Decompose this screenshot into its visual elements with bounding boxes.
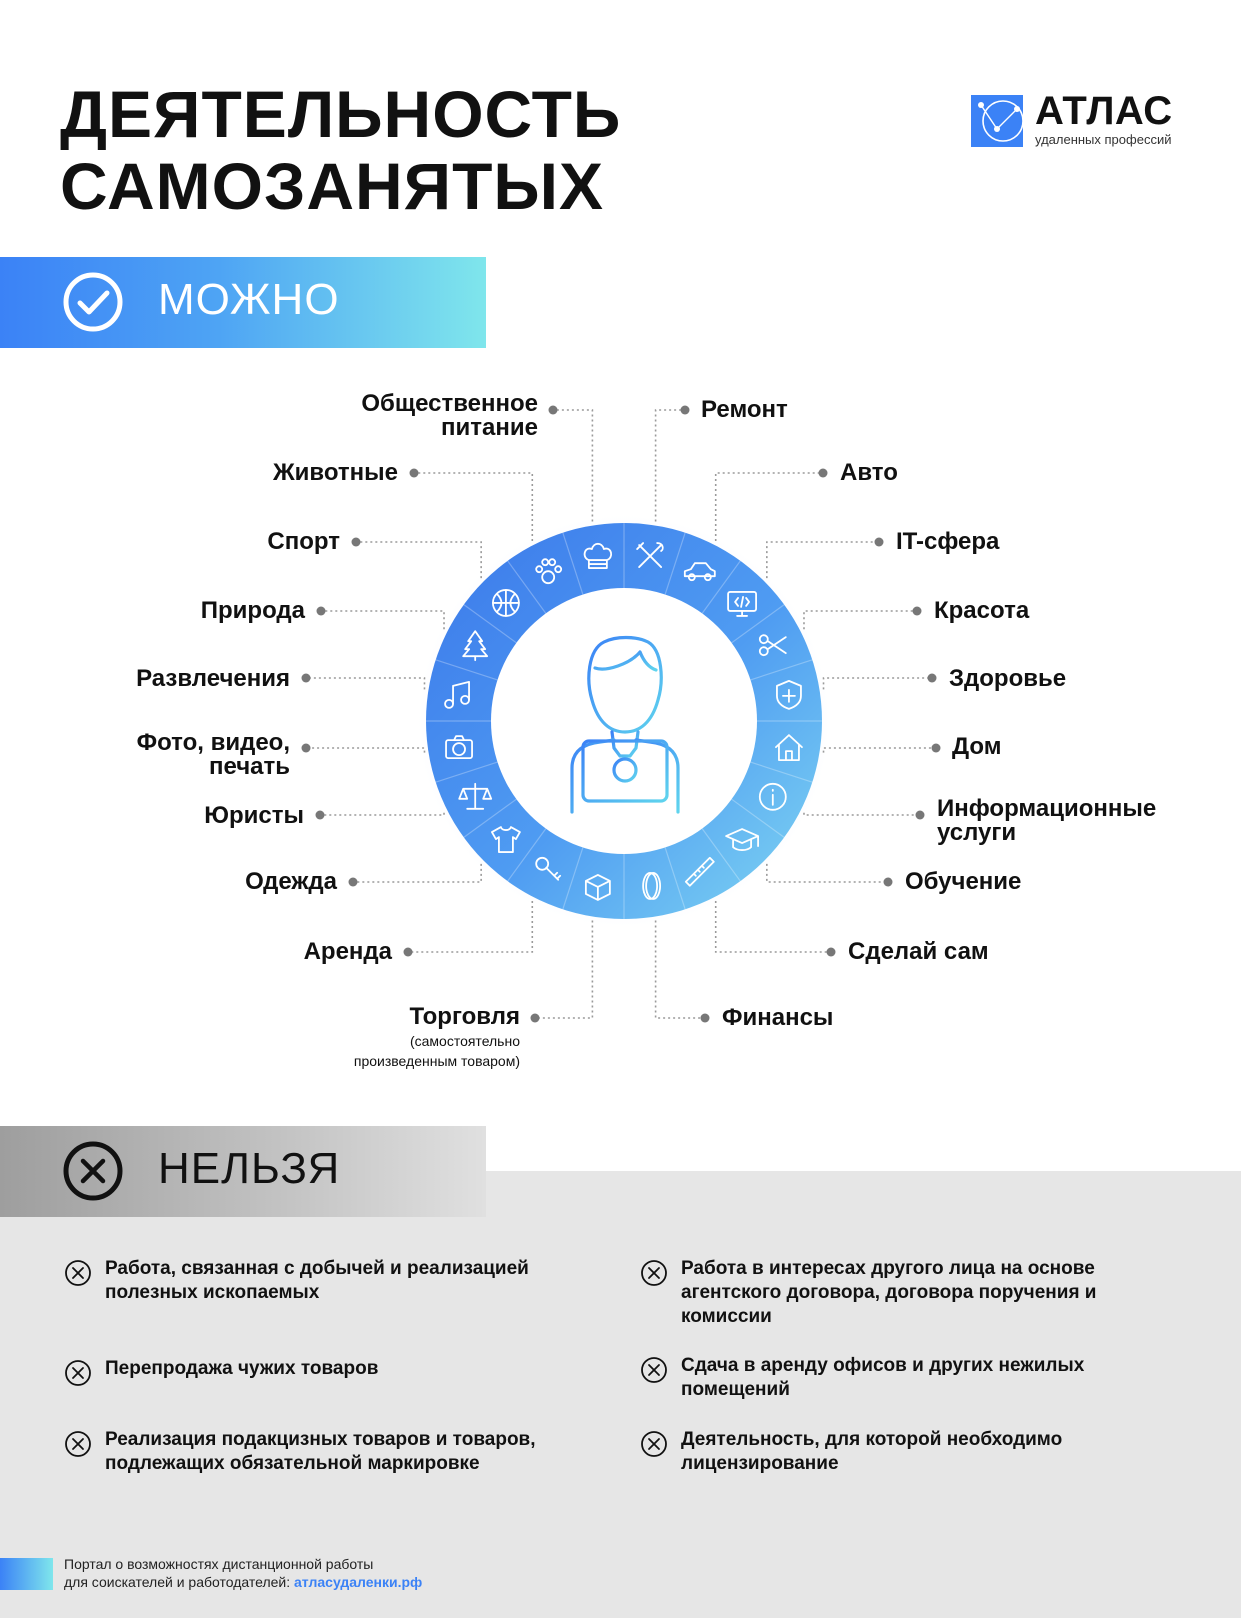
category-label-line: Общественное [361,390,538,417]
category-code-monitor [896,530,999,554]
page-title: ДЕЯТЕЛЬНОСТЬ САМОЗАНЯТЫХ [60,77,622,223]
connector-dot [928,674,937,683]
connector-dot [827,948,836,957]
category-label-line: Развлечения [136,665,290,692]
cross-circle-icon [640,1356,668,1384]
connector-dot [681,406,690,415]
footer-text: Портал о возможностях дистанционной работы для соискателей и работодателей: атласудаленки.рф [64,1556,423,1590]
logo-brand: АТЛАС [1035,89,1173,133]
connector-dot [916,811,925,820]
category-tools [701,398,788,422]
connector-dot [302,674,311,683]
connector-line [306,748,424,753]
connector-line [804,611,917,629]
forbidden-item-text: Работа, связанная с добычей и реализацией полезных ископаемых [105,1258,529,1303]
connector-dot [531,1014,540,1023]
connector-dot [875,538,884,547]
connector-dot [913,607,922,616]
connector-line [656,410,685,521]
connector-dot [317,607,326,616]
connector-dot [549,406,558,415]
category-label-line: Информационные [937,795,1157,822]
cross-circle-icon [64,1359,92,1387]
category-label-line: Одежда [245,868,337,895]
category-basketball [267,530,340,554]
connector-dot [884,878,893,887]
cross-circle-icon [64,1259,92,1287]
forbidden-item-text: Перепродажа чужих товаров [105,1358,379,1379]
category-label-line: Фото, видео, [136,729,290,756]
basketball-icon [493,590,519,616]
category-scales [204,804,304,828]
category-label-line: Юристы [204,802,304,829]
connector-dot [701,1014,710,1023]
category-label-line: Природа [200,597,305,624]
category-label-line: печать [208,753,290,780]
connector-line [408,901,532,952]
category-note: произведенным товаром) [353,1053,520,1069]
connector-line [306,678,424,689]
allowed-label: МОЖНО [158,275,340,324]
category-label-line: Обучение [905,868,1022,895]
connector-dot [302,744,311,753]
forbidden-label: НЕЛЬЗЯ [158,1144,341,1193]
category-house [952,735,1002,759]
connector-dot [349,878,358,887]
connector-line [320,813,444,815]
connector-dot [932,744,941,753]
cross-circle-icon [640,1259,668,1287]
connector-line [353,864,481,882]
forbidden-item-text: Реализация подакцизных товаров и товаров, подлежащих обязательной маркировке [105,1429,536,1474]
connector-line [804,813,920,815]
category-label-line: Ремонт [701,396,788,423]
category-label-line: Спорт [267,528,340,555]
connector-dot [410,469,419,478]
category-tshirt [245,870,337,894]
category-coin [722,1006,833,1030]
ring-center [491,588,757,854]
category-car [840,461,898,485]
footer-link[interactable]: атласудаленки.рф [294,1574,423,1590]
category-label-line: Торговля [409,1003,520,1030]
connector-line [767,542,879,578]
category-graduation-cap [905,870,1021,894]
connector-line [716,901,831,952]
category-saw [848,940,989,964]
connector-line [321,611,444,629]
category-label-line: Животные [272,459,398,486]
connector-line [553,410,592,521]
connector-line [656,921,705,1018]
connector-line [824,748,936,753]
category-chef-hat [361,392,538,440]
category-label-line: Дом [952,733,1002,760]
forbidden-banner [0,1126,486,1217]
forbidden-item-text: Сдача в аренду офисов и других нежилых помещений [681,1355,1085,1400]
category-label-line: Красота [934,597,1030,624]
forbidden-item-text: Работа в интересах другого лица на основе агентского договора, договора поручения и комиссии [681,1258,1097,1327]
category-scissors [934,599,1029,623]
connector-line [824,678,932,689]
category-label-line: Здоровье [949,665,1067,692]
category-label-line: Аренда [303,938,392,965]
category-label-line: Сделай сам [848,938,989,965]
category-label-line: Авто [840,459,898,486]
category-note: (самостоятельно [409,1033,520,1049]
connector-dot [819,469,828,478]
category-label-line: питание [441,414,538,441]
category-label-line: IT-сфера [896,528,1000,555]
cross-circle-icon [640,1430,668,1458]
connector-line [767,864,888,882]
category-label-line: Финансы [722,1004,834,1031]
connector-dot [316,811,325,820]
category-paw [273,461,398,485]
category-medical-shield [949,667,1066,691]
category-info [937,797,1156,845]
logo-subtitle: удаленных профессий [1035,132,1172,147]
connector-dot [352,538,361,547]
cross-circle-icon [64,1430,92,1458]
footer-accent-bar [0,1558,53,1590]
forbidden-item-text: Деятельность, для которой необходимо лицензирование [681,1429,1063,1474]
connector-line [535,921,592,1018]
connector-line [716,473,823,541]
category-camera [137,731,290,779]
category-music-note [136,667,290,691]
category-box [354,1005,520,1071]
category-keys [304,940,392,964]
category-tree [201,599,305,623]
connector-dot [404,948,413,957]
connector-line [414,473,532,541]
cross-circle-icon [62,1140,124,1202]
category-label-line: услуги [937,819,1017,846]
connector-line [356,542,481,578]
